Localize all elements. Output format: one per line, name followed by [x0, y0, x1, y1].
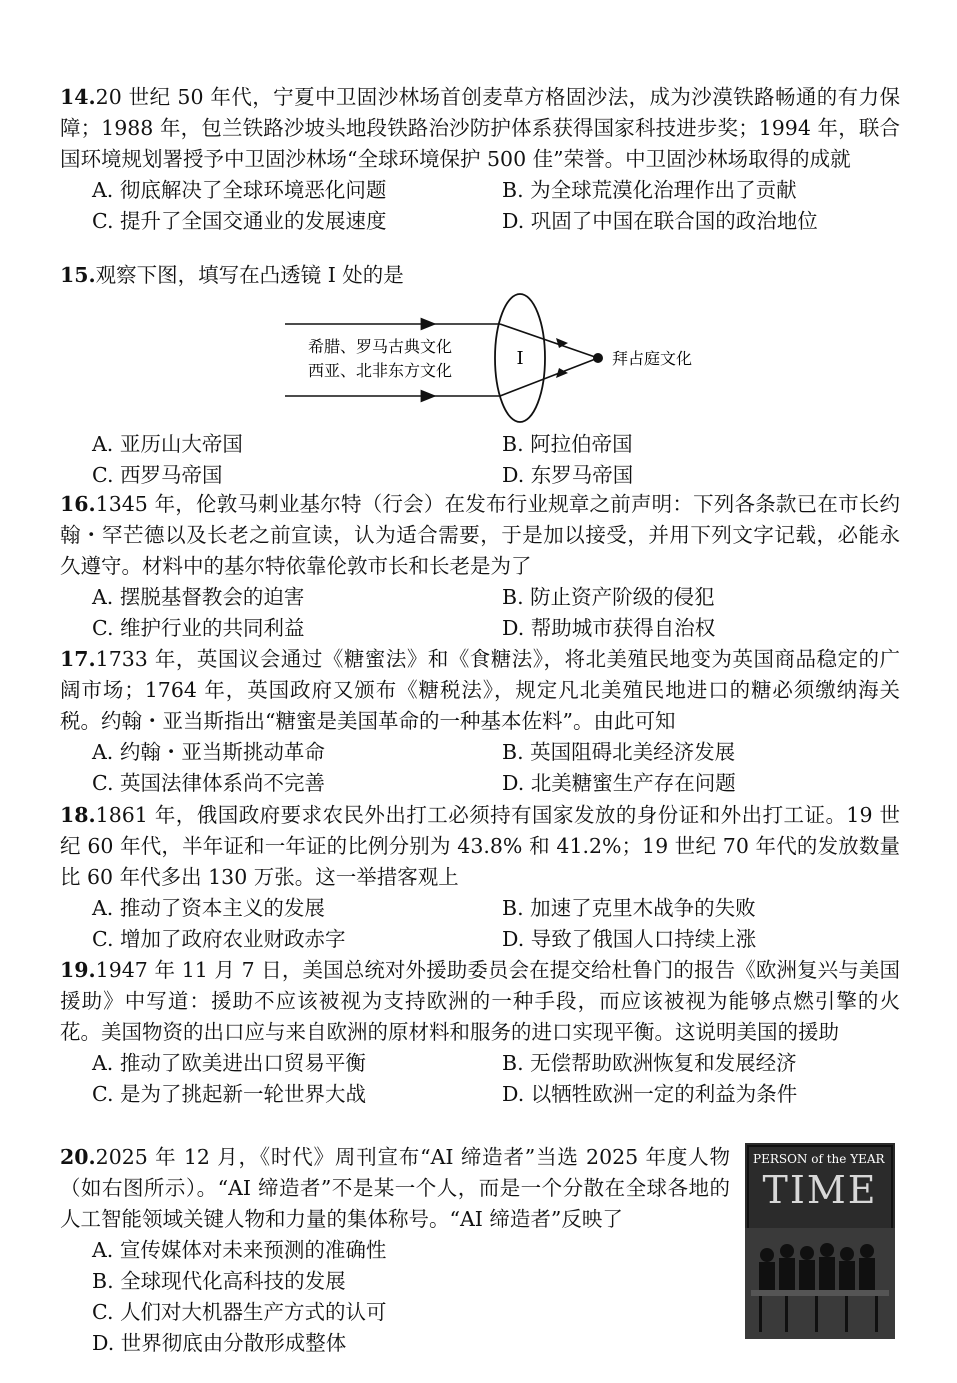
question-stem: 1345 年，伦敦马刺业基尔特（行会）在发布行业规章之前声明：下列各条款已在市长约翰・罕芒德以及长老之前宣读，认为适合需要，于是加以接受，并用下列文字记载，必能永久遵守。材料中的基尔特依靠伦敦市长和长老是为了 — [60, 492, 900, 578]
option-d[interactable]: D. 东罗马帝国 — [502, 463, 634, 487]
input-culture-2: 西亚、北非东方文化 — [307, 361, 453, 380]
question-17 — [60, 644, 900, 799]
converging-ray-top — [500, 324, 598, 358]
question-number: 20. — [60, 1145, 96, 1169]
option-b[interactable]: B. 加速了克里木战争的失败 — [502, 896, 756, 920]
question-15 — [60, 260, 900, 291]
option-d[interactable]: D. 世界彻底由分散形成整体 — [92, 1331, 347, 1355]
question-15-options — [60, 429, 900, 491]
converging-ray-bottom — [500, 358, 598, 396]
options — [60, 175, 900, 237]
options — [60, 893, 900, 955]
question-stem: 1861 年，俄国政府要求农民外出打工必须持有国家发放的身份证和外出打工证。19 世纪 60 年代，半年证和一年证的比例分别为 43.8% 和 41.2%；19 世纪 70 年代的发放数量比 60 年代多出 130 万张。这一举措客观上 — [60, 803, 900, 889]
question-18 — [60, 800, 900, 955]
option-d[interactable]: D. 帮助城市获得自治权 — [502, 616, 716, 640]
options — [60, 1048, 900, 1110]
option-a[interactable]: A. 推动了资本主义的发展 — [92, 896, 325, 920]
option-c[interactable]: C. 人们对大机器生产方式的认可 — [92, 1300, 387, 1324]
question-number: 17. — [60, 647, 96, 671]
option-a[interactable]: A. 彻底解决了全球环境恶化问题 — [92, 178, 387, 202]
question-stem: 观察下图，填写在凸透镜 I 处的是 — [95, 263, 404, 287]
option-b[interactable]: B. 阿拉伯帝国 — [502, 432, 633, 456]
option-a[interactable]: A. 推动了欧美进出口贸易平衡 — [92, 1051, 366, 1075]
option-b[interactable]: B. 全球现代化高科技的发展 — [92, 1269, 346, 1293]
option-d[interactable]: D. 导致了俄国人口持续上涨 — [502, 927, 757, 951]
question-number: 14. — [60, 85, 96, 109]
options — [60, 582, 900, 644]
question-number: 16. — [60, 492, 96, 516]
option-a[interactable]: A. 摆脱基督教会的迫害 — [92, 585, 305, 609]
question-number: 15. — [60, 263, 96, 287]
question-number: 19. — [60, 958, 96, 982]
question-number: 18. — [60, 803, 96, 827]
option-c[interactable]: C. 增加了政府农业财政赤字 — [92, 927, 346, 951]
question-stem: 1733 年，英国议会通过《糖蜜法》和《食糖法》，将北美殖民地变为英国商品稳定的广阔市场；1764 年，英国政府又颁布《糖税法》，规定凡北美殖民地进口的糖必须缴纳海关税。约翰・亚当斯指出“糖蜜是美国革命的一种基本佐料”。由此可知 — [60, 647, 900, 733]
options — [60, 1235, 730, 1359]
cover-caption: PERSON of the YEAR — [753, 1152, 885, 1166]
option-c[interactable]: C. 维护行业的共同利益 — [92, 616, 305, 640]
question-14 — [60, 82, 900, 237]
question-stem: 1947 年 11 月 7 日，美国总统对外援助委员会在提交给杜鲁门的报告《欧洲复兴与美国援助》中写道：援助不应该被视为支持欧洲的一种手段，而应该被视为能够点燃引擎的火花。美国物资的出口应与来自欧洲的原材料和服务的进口实现平衡。这说明美国的援助 — [60, 958, 900, 1044]
option-c[interactable]: C. 西罗马帝国 — [92, 463, 223, 487]
input-culture-1: 希腊、罗马古典文化 — [307, 337, 453, 356]
question-16 — [60, 489, 900, 644]
question-20 — [60, 1142, 730, 1359]
option-b[interactable]: B. 无偿帮助欧洲恢复和发展经济 — [502, 1051, 797, 1075]
option-d[interactable]: D. 北美糖蜜生产存在问题 — [502, 771, 736, 795]
question-stem: 2025 年 12 月，《时代》周刊宣布“AI 缔造者”当选 2025 年度人物（如右图所示）。“AI 缔造者”不是某一个人，而是一个分散在全球各地的人工智能领域关键人物和力量的集体称号。“AI 缔造者”反映了 — [60, 1145, 730, 1231]
option-d[interactable]: D. 以牺牲欧洲一定的利益为条件 — [502, 1082, 798, 1106]
option-b[interactable]: B. 防止资产阶级的侵犯 — [502, 585, 715, 609]
option-a[interactable]: A. 宣传媒体对未来预测的准确性 — [92, 1238, 387, 1262]
focal-point — [593, 353, 603, 363]
lens-label: I — [516, 348, 524, 369]
option-c[interactable]: C. 英国法律体系尚不完善 — [92, 771, 325, 795]
option-b[interactable]: B. 为全球荒漠化治理作出了贡献 — [502, 178, 797, 202]
options — [60, 429, 900, 491]
lens-diagram — [280, 290, 720, 426]
time-masthead: TIME — [762, 1168, 878, 1212]
time-magazine-cover — [745, 1143, 895, 1339]
question-stem: 20 世纪 50 年代，宁夏中卫固沙林场首创麦草方格固沙法，成为沙漠铁路畅通的有力保障；1988 年，包兰铁路沙坡头地段铁路治沙防护体系获得国家科技进步奖；1994 年，联合国环境规划署授予中卫固沙林场“全球环境保护 500 佳”荣誉。中卫固沙林场取得的成就 — [60, 85, 900, 171]
output-culture: 拜占庭文化 — [612, 349, 693, 368]
option-a[interactable]: A. 亚历山大帝国 — [92, 432, 243, 456]
option-d[interactable]: D. 巩固了中国在联合国的政治地位 — [502, 209, 818, 233]
question-19 — [60, 955, 900, 1110]
option-a[interactable]: A. 约翰・亚当斯挑动革命 — [92, 740, 325, 764]
options — [60, 737, 900, 799]
option-b[interactable]: B. 英国阻碍北美经济发展 — [502, 740, 736, 764]
option-c[interactable]: C. 提升了全国交通业的发展速度 — [92, 209, 387, 233]
option-c[interactable]: C. 是为了挑起新一轮世界大战 — [92, 1082, 366, 1106]
